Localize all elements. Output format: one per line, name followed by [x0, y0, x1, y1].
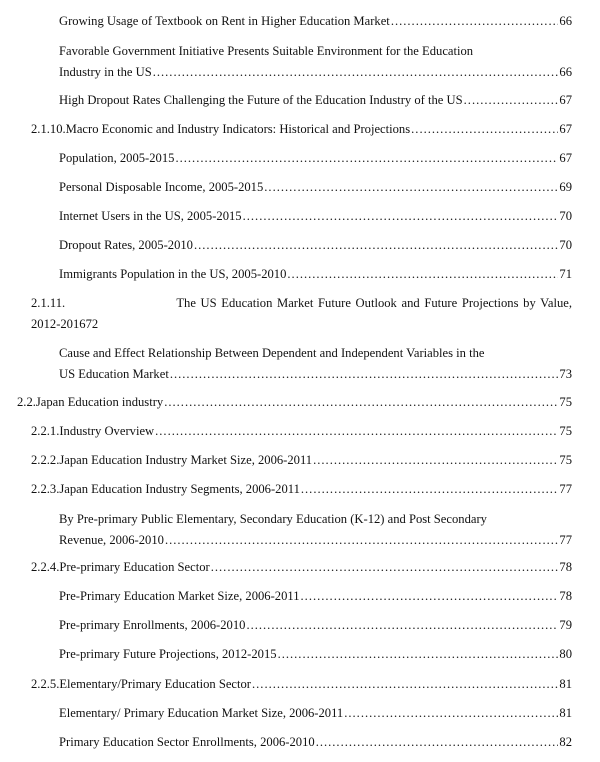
dot-leader [264, 177, 558, 198]
dot-leader [211, 557, 559, 578]
toc-entry-title: Pre-Primary Education Market Size, 2006-2011 [59, 589, 300, 603]
toc-entry-page: 70 [559, 209, 572, 223]
toc-entry-title-line2: Industry in the US [59, 65, 152, 79]
toc-entry-title-line1: The US Education Market Future Outlook and Future Projections by Value, [176, 296, 572, 310]
toc-entry[interactable] [59, 509, 572, 551]
dot-leader [313, 450, 558, 471]
toc-entry-page: 66 [559, 65, 572, 79]
toc-entry-page: 79 [559, 618, 572, 632]
toc-entry-title: Industry Overview [59, 424, 155, 438]
toc-entry-title: Pre-primary Future Projections, 2012-2015 [59, 647, 277, 661]
toc-entry[interactable] [59, 206, 572, 227]
dot-leader [316, 732, 559, 753]
toc-entry-page: 81 [559, 677, 572, 691]
toc-entry-title-line2: Revenue, 2006-2010 [59, 533, 164, 547]
toc-entry-page: 75 [559, 424, 572, 438]
dot-leader [165, 530, 558, 551]
dot-leader [344, 703, 558, 724]
toc-entry[interactable] [59, 11, 572, 32]
toc-entry-title: High Dropout Rates Challenging the Future of the Education Industry of the US [59, 93, 463, 107]
toc-entry-title: Pre-primary Enrollments, 2006-2010 [59, 618, 246, 632]
dot-leader [391, 11, 559, 32]
toc-entry-title-line2: 2012-201672 [31, 317, 99, 331]
section-number: 2.2.4. [31, 560, 60, 574]
toc-entry-page: 73 [559, 367, 572, 381]
toc-entry-title: Population, 2005-2015 [59, 151, 175, 165]
toc-entry-page: 82 [559, 735, 572, 749]
toc-entry-page: 67 [559, 151, 572, 165]
toc-entry-title-line1: Cause and Effect Relationship Between Dependent and Independent Variables in the [59, 346, 485, 360]
dot-leader [411, 119, 558, 140]
dot-leader [164, 392, 558, 413]
toc-entry-title: Immigrants Population in the US, 2005-2010 [59, 267, 287, 281]
toc-entry[interactable] [59, 644, 572, 665]
dot-leader [246, 615, 558, 636]
dot-leader [170, 364, 559, 385]
dot-leader [155, 421, 558, 442]
toc-entry-page: 80 [559, 647, 572, 661]
dot-leader [464, 90, 559, 111]
dot-leader [301, 479, 559, 500]
dot-leader [252, 674, 558, 695]
toc-entry-title: Growing Usage of Textbook on Rent in Higher Education Market [59, 14, 390, 28]
dot-leader [175, 148, 558, 169]
toc-entry[interactable] [59, 615, 572, 636]
toc-entry-title: Dropout Rates, 2005-2010 [59, 238, 193, 252]
toc-entry-page: 81 [559, 706, 572, 720]
toc-entry-page: 66 [559, 14, 572, 28]
toc-entry-page: 70 [559, 238, 572, 252]
toc-entry[interactable] [31, 293, 572, 335]
toc-entry-page: 69 [559, 180, 572, 194]
toc-entry[interactable] [59, 41, 572, 83]
toc-entry[interactable] [59, 235, 572, 256]
toc-entry[interactable] [31, 674, 572, 695]
toc-entry[interactable] [59, 732, 572, 753]
dot-leader [243, 206, 559, 227]
section-number: 2.2.5. [31, 677, 60, 691]
toc-entry[interactable] [17, 392, 572, 413]
section-number: 2.1.11. [31, 296, 66, 310]
toc-entry[interactable] [59, 343, 572, 385]
toc-entry-title: Japan Education Industry Segments, 2006-2011 [59, 482, 300, 496]
toc-entry-title-line1: Favorable Government Initiative Presents Suitable Environment for the Education [59, 44, 474, 58]
section-number: 2.2.2. [31, 453, 60, 467]
toc-entry[interactable] [59, 148, 572, 169]
section-number: 2.2.3. [31, 482, 60, 496]
toc-entry-title: Japan Education Industry Market Size, 2006-2011 [59, 453, 313, 467]
toc-entry[interactable] [59, 586, 572, 607]
dot-leader [153, 62, 559, 83]
toc-entry[interactable] [59, 703, 572, 724]
section-number: 2.2.1. [31, 424, 60, 438]
section-number: 2.2. [17, 395, 36, 409]
toc-entry-title: Elementary/Primary Education Sector [59, 677, 251, 691]
toc-entry-title-line1-group [31, 293, 572, 314]
toc-entry-page: 67 [559, 122, 572, 136]
toc-entry-title: Personal Disposable Income, 2005-2015 [59, 180, 264, 194]
toc-entry-title-line2: US Education Market [59, 367, 169, 381]
toc-entry[interactable] [59, 90, 572, 111]
dot-leader [301, 586, 559, 607]
dot-leader [278, 644, 559, 665]
toc-entry[interactable] [31, 557, 572, 578]
toc-entry-page: 75 [559, 453, 572, 467]
toc-entry[interactable] [59, 177, 572, 198]
toc-entry-title-line1: By Pre-primary Public Elementary, Secondary Education (K-12) and Post Secondary [59, 512, 487, 526]
toc-entry-page: 78 [559, 589, 572, 603]
section-number: 2.1.10. [31, 122, 66, 136]
toc-entry-page: 78 [559, 560, 572, 574]
toc-entry[interactable] [31, 421, 572, 442]
toc-entry[interactable] [31, 119, 572, 140]
toc-entry[interactable] [31, 450, 572, 471]
toc-entry-page: 75 [559, 395, 572, 409]
dot-leader [287, 264, 558, 285]
toc-entry-page: 67 [559, 93, 572, 107]
toc-entry[interactable] [59, 264, 572, 285]
toc-entry-page: 77 [559, 533, 572, 547]
toc-entry[interactable] [31, 479, 572, 500]
toc-entry-title: Japan Education industry [35, 395, 164, 409]
toc-entry-title: Elementary/ Primary Education Market Size, 2006-2011 [59, 706, 344, 720]
toc-entry-title: Macro Economic and Industry Indicators: Historical and Projections [65, 122, 411, 136]
toc-entry-title: Internet Users in the US, 2005-2015 [59, 209, 242, 223]
toc-entry-page: 71 [559, 267, 572, 281]
dot-leader [194, 235, 558, 256]
toc-entry-page: 77 [559, 482, 572, 496]
toc-entry-title: Primary Education Sector Enrollments, 2006-2010 [59, 735, 315, 749]
toc-entry-title: Pre-primary Education Sector [59, 560, 210, 574]
